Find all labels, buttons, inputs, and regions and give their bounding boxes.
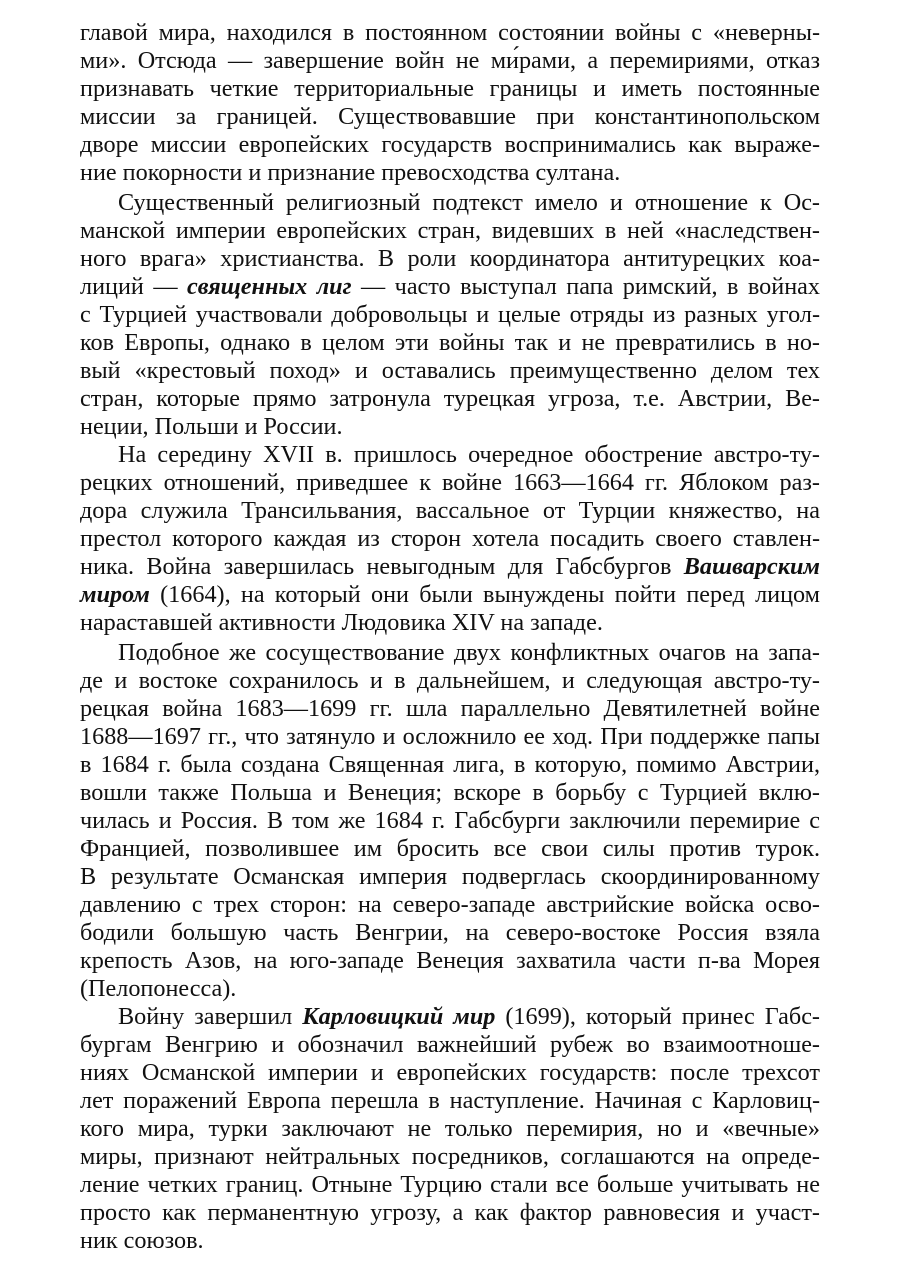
term-karlowitz-peace: Карловицкий мир <box>302 1003 496 1030</box>
text-line <box>80 552 820 582</box>
text-line <box>80 580 820 610</box>
text-line: ник союзов. <box>80 1227 204 1254</box>
text-run: — часто выступал папа римский, в войнах <box>351 273 820 300</box>
text-line: признавать четкие территориальные границы и иметь постоянные <box>80 75 820 102</box>
text-line: ниях Османской империи и европейских государств: после трехсот <box>80 1059 820 1086</box>
text-run: Войну завершил <box>118 1003 303 1030</box>
text-line: манской империи европейских стран, видевших в ней «наследствен- <box>80 217 820 244</box>
text-run: (1699), который принес Габс- <box>495 1003 820 1030</box>
text-line: давлению с трех сторон: на северо-западе австрийские войска осво- <box>80 891 820 918</box>
text-line: лет поражений Европа перешла в наступление. Начиная с Карловиц- <box>80 1087 820 1114</box>
text-line: (Пелопонесса). <box>80 975 237 1002</box>
text-run: ника. Война завершилась невыгодным для Габсбургов <box>80 553 684 580</box>
text-line: вошли также Польша и Венеция; вскоре в борьбу с Турцией вклю- <box>80 779 820 806</box>
text-line: бургам Венгрию и обозначил важнейший рубеж во взаимоотноше- <box>80 1031 820 1058</box>
text-line: Подобное же сосуществование двух конфликтных очагов на запа- <box>118 639 820 666</box>
text-line: Существенный религиозный подтекст имело и отношение к Ос- <box>118 189 820 216</box>
text-line: кого мира, турки заключают не только перемирия, но и «вечные» <box>80 1115 820 1142</box>
text-line: На середину XVII в. пришлось очередное обострение австро-ту- <box>118 441 820 468</box>
text-line: рецких отношений, приведшее к войне 1663—1664 гг. Яблоком раз- <box>80 469 820 496</box>
text-line: вый «крестовый поход» и оставались преимущественно делом тех <box>80 357 820 384</box>
text-line: в 1684 г. была создана Священная лига, в которую, помимо Австрии, <box>80 751 820 778</box>
text-line: нараставшей активности Людовика XIV на западе. <box>80 609 603 636</box>
text-line: ного врага» христианства. В роли координатора антитурецких коа- <box>80 245 820 272</box>
text-line: стран, которые прямо затронула турецкая угроза, т.е. Австрии, Ве- <box>80 385 820 412</box>
text-line: рецкая война 1683—1699 гг. шла параллельно Девятилетней войне <box>80 695 820 722</box>
text-line: с Турцией участвовали добровольцы и целые отряды из разных угол- <box>80 301 820 328</box>
text-line: просто как перманентную угрозу, а как фактор равновесия и участ- <box>80 1199 820 1226</box>
text-line: миссии за границей. Существовавшие при константинопольском <box>80 103 820 130</box>
text-line: престол которого каждая из сторон хотела посадить своего ставлен- <box>80 525 820 552</box>
text-line: дора служила Трансильвания, вассальное от Турции княжество, на <box>80 497 820 524</box>
text-line: Францией, позволившее им бросить все свои силы против турок. <box>80 835 820 862</box>
term-vasvar-peace-cont: миром <box>80 581 150 608</box>
text-line: ние покорности и признание превосходства султана. <box>80 159 621 186</box>
text-line: 1688—1697 гг., что затянуло и осложнило ее ход. При поддержке папы <box>80 723 820 750</box>
text-line: крепость Азов, на юго-западе Венеция захватила части п-ва Морея <box>80 947 820 974</box>
text-line: ми». Отсюда — завершение войн не ми́рами, а перемириями, отказ <box>80 47 820 74</box>
text-run: лиций — <box>80 273 187 300</box>
term-vasvar-peace: Вашварским <box>683 553 820 580</box>
text-line <box>118 1002 820 1032</box>
text-line: главой мира, находился в постоянном состоянии войны с «неверны- <box>80 19 820 46</box>
text-line: бодили большую часть Венгрии, на северо-востоке Россия взяла <box>80 919 820 946</box>
text-line: дворе миссии европейских государств воспринимались как выраже- <box>80 131 820 158</box>
text-line: ление четких границ. Отныне Турцию стали все больше учитывать не <box>80 1171 820 1198</box>
text-line <box>80 272 820 302</box>
text-line: де и востоке сохранилось и в дальнейшем, и следующая австро-ту- <box>80 667 820 694</box>
text-line: неции, Польши и России. <box>80 413 343 440</box>
text-line: В результате Османская империя подверглась скоординированному <box>80 863 820 890</box>
text-run: (1664), на который они были вынуждены пойти перед лицом <box>149 581 820 608</box>
text-line: ков Европы, однако в целом эти войны так и не превратились в но- <box>80 329 820 356</box>
term-sacred-leagues: священных лиг <box>186 273 352 300</box>
text-line: миры, признают нейтральных посредников, соглашаются на опреде- <box>80 1143 820 1170</box>
text-line: чилась и Россия. В том же 1684 г. Габсбурги заключили перемирие с <box>80 807 820 834</box>
